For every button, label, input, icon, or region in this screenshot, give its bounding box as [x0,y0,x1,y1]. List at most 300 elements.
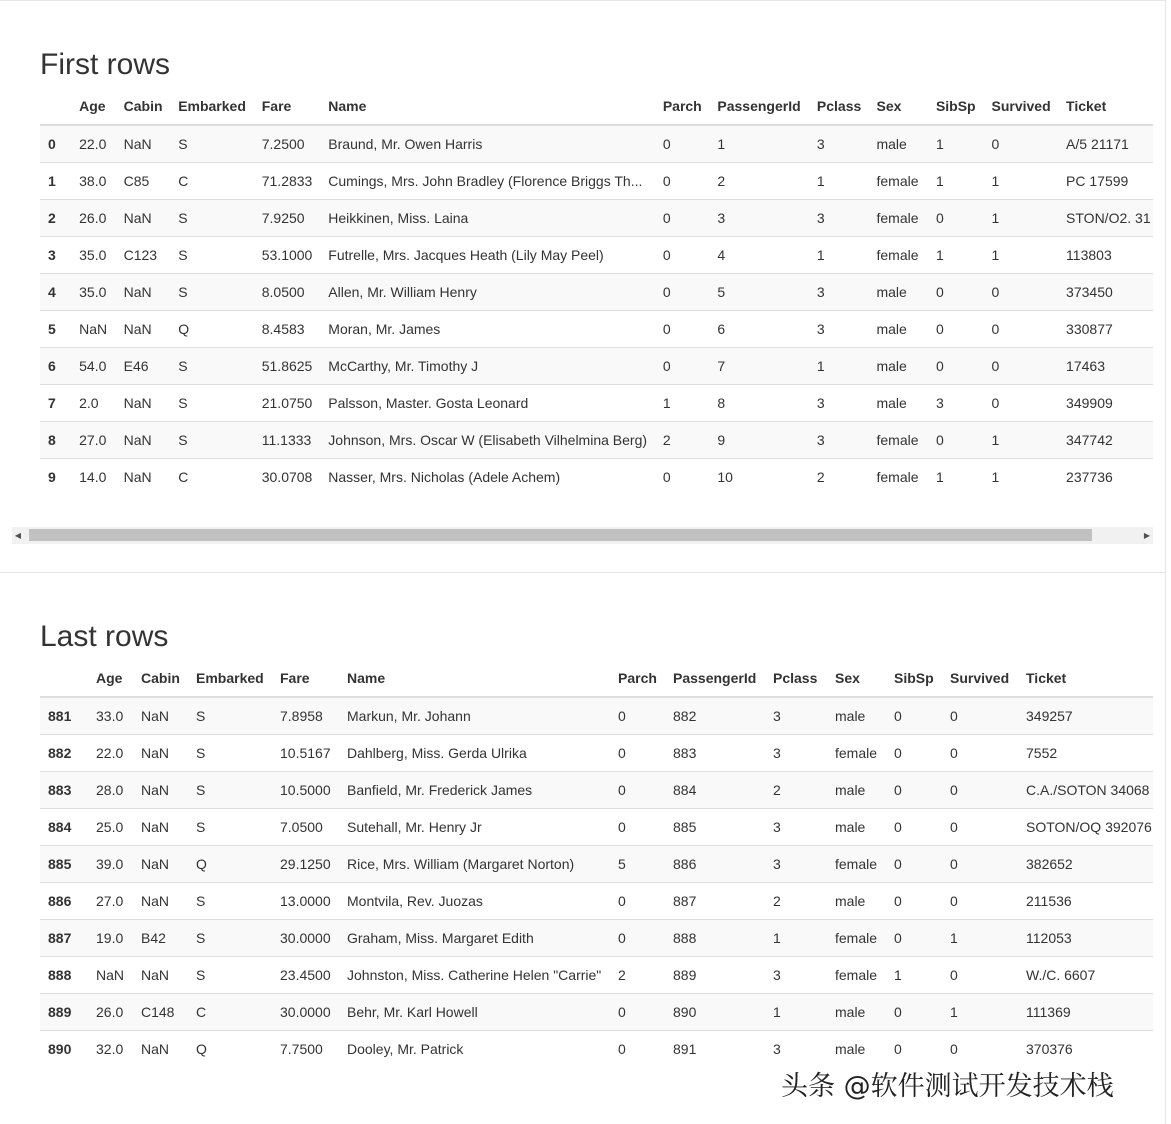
table-cell: 8.0500 [254,274,321,311]
table-cell: 887 [665,883,765,920]
table-cell: 1 [928,163,984,200]
table-cell: female [868,459,927,496]
table-cell: NaN [133,735,188,772]
table-cell: 0 [942,883,1018,920]
table-cell: 0 [655,163,710,200]
table-cell: NaN [133,772,188,809]
row-index: 0 [40,125,71,163]
table-cell: 28.0 [88,772,133,809]
table-cell: 2 [709,163,809,200]
column-header: Pclass [809,88,869,125]
table-cell: 7.8958 [272,697,339,735]
row-index: 888 [40,957,88,994]
table-cell: 7.0500 [272,809,339,846]
table-cell: 889 [665,957,765,994]
column-header: Cabin [116,88,171,125]
table-cell: 30.0000 [272,920,339,957]
table-cell: 0 [983,311,1058,348]
table-cell: 0 [886,883,942,920]
table-cell: 3 [928,385,984,422]
table-cell: S [188,883,272,920]
scrollbar-thumb[interactable] [29,529,1092,541]
table-cell: 1 [983,237,1058,274]
table-cell: 23.4500 [272,957,339,994]
table-cell: 0 [655,311,710,348]
table-cell: 3 [809,385,869,422]
table-cell: 0 [928,348,984,385]
table-cell: male [868,125,927,163]
top-border [0,0,1166,1]
table-cell: E46 [116,348,171,385]
table-cell: C123 [116,237,171,274]
table-cell: 1 [655,385,710,422]
table-cell: male [868,385,927,422]
table-cell: 0 [942,735,1018,772]
table-row [40,200,1153,237]
column-header: Cabin [133,660,188,697]
column-header: Sex [868,88,927,125]
table-cell: 14.0 [71,459,116,496]
table-cell: 113803 [1058,237,1153,274]
table-row [40,459,1153,496]
table-cell: Moran, Mr. James [320,311,655,348]
table-cell: 0 [655,459,710,496]
table-cell: 17463 [1058,348,1153,385]
column-header: Fare [254,88,321,125]
table-cell: 29.1250 [272,846,339,883]
table-cell: 25.0 [88,809,133,846]
table-cell: male [827,772,886,809]
row-index: 887 [40,920,88,957]
table-cell: 0 [610,1031,665,1068]
table-cell: 0 [610,772,665,809]
table-cell: 7 [709,348,809,385]
table-cell: NaN [116,422,171,459]
table-cell: Nasser, Mrs. Nicholas (Adele Achem) [320,459,655,496]
table-cell: 0 [983,385,1058,422]
table-cell: Markun, Mr. Johann [339,697,610,735]
table-cell: S [170,348,254,385]
table-cell: 1 [928,459,984,496]
table-cell: Johnson, Mrs. Oscar W (Elisabeth Vilhelmina Berg) [320,422,655,459]
column-header: Pclass [765,660,827,697]
table-cell: Dooley, Mr. Patrick [339,1031,610,1068]
table-cell: 888 [665,920,765,957]
table-cell: Johnston, Miss. Catherine Helen "Carrie" [339,957,610,994]
column-header: Sex [827,660,886,697]
table-cell: 1 [765,920,827,957]
table-cell: 0 [928,311,984,348]
index-header [40,88,71,125]
table-cell: 112053 [1018,920,1153,957]
table-cell: 0 [928,274,984,311]
table-row [40,311,1153,348]
table-cell: 0 [886,994,942,1031]
table-cell: C [170,163,254,200]
table-cell: 2 [610,957,665,994]
column-header: PassengerId [709,88,809,125]
table-cell: 330877 [1058,311,1153,348]
table-cell: S [170,237,254,274]
table-cell: female [868,163,927,200]
first-rows-heading: First rows [40,48,170,81]
table-cell: 0 [886,772,942,809]
table-row [40,125,1153,163]
table-cell: 9 [709,422,809,459]
table-cell: 2 [655,422,710,459]
table-cell: 1 [809,237,869,274]
table-cell: 21.0750 [254,385,321,422]
table-row [40,348,1153,385]
table-cell: 884 [665,772,765,809]
table-cell: 1 [942,994,1018,1031]
scroll-left-arrow-icon[interactable]: ◀ [14,531,22,540]
table-row [40,237,1153,274]
row-index: 883 [40,772,88,809]
table-cell: 0 [610,697,665,735]
table-cell: 237736 [1058,459,1153,496]
table-cell: 38.0 [71,163,116,200]
table-cell: Braund, Mr. Owen Harris [320,125,655,163]
table-cell: 1 [928,237,984,274]
row-index: 8 [40,422,71,459]
table-cell: 26.0 [71,200,116,237]
table-cell: C148 [133,994,188,1031]
table-cell: female [827,846,886,883]
table-cell: Dahlberg, Miss. Gerda Ulrika [339,735,610,772]
table-cell: 10.5000 [272,772,339,809]
table-cell: S [170,385,254,422]
table-cell: 2 [809,459,869,496]
table-cell: 26.0 [88,994,133,1031]
table-row [40,994,1153,1031]
table-cell: female [868,200,927,237]
first-rows-section [40,42,1153,495]
table-cell: C [188,994,272,1031]
column-header: Parch [655,88,710,125]
table-cell: 0 [610,994,665,1031]
table-cell: STON/O2. 31 [1058,200,1153,237]
table-cell: 0 [983,125,1058,163]
last-rows-table [40,660,1153,1067]
table-cell: 0 [655,348,710,385]
table-cell: 0 [655,200,710,237]
row-index: 7 [40,385,71,422]
table-row [40,163,1153,200]
table-cell: 891 [665,1031,765,1068]
table-cell: Cumings, Mrs. John Bradley (Florence Briggs Th... [320,163,655,200]
table-cell: 35.0 [71,237,116,274]
table-cell: Graham, Miss. Margaret Edith [339,920,610,957]
table-row [40,772,1153,809]
column-header: Age [88,660,133,697]
column-header: Parch [610,660,665,697]
table-cell: 370376 [1018,1031,1153,1068]
table-cell: S [188,809,272,846]
table-cell: Rice, Mrs. William (Margaret Norton) [339,846,610,883]
table-cell: S [188,920,272,957]
table-row [40,957,1153,994]
table-row [40,274,1153,311]
table-cell: 27.0 [71,422,116,459]
row-index: 6 [40,348,71,385]
table-cell: 1 [765,994,827,1031]
table-cell: S [170,125,254,163]
table-cell: 0 [942,772,1018,809]
table-cell: 1 [928,125,984,163]
table-cell: NaN [116,125,171,163]
table-cell: 3 [765,697,827,735]
table-cell: Sutehall, Mr. Henry Jr [339,809,610,846]
table-cell: 0 [983,274,1058,311]
table-cell: C.A./SOTON 34068 [1018,772,1153,809]
table-cell: NaN [116,311,171,348]
column-header: Survived [983,88,1058,125]
table-cell: 2 [765,772,827,809]
table-cell: 111369 [1018,994,1153,1031]
row-index: 1 [40,163,71,200]
table-cell: male [868,274,927,311]
column-header: SibSp [928,88,984,125]
table-cell: female [868,422,927,459]
table-cell: 3 [809,125,869,163]
table-cell: 3 [765,735,827,772]
row-index: 5 [40,311,71,348]
table-cell: 3 [809,422,869,459]
table-cell: 3 [765,957,827,994]
table-cell: 0 [942,697,1018,735]
table-cell: 35.0 [71,274,116,311]
table-cell: NaN [88,957,133,994]
section-divider [0,572,1166,573]
table-cell: NaN [133,809,188,846]
table-cell: 0 [928,422,984,459]
table-cell: 349909 [1058,385,1153,422]
table-cell: 7.7500 [272,1031,339,1068]
table-row [40,735,1153,772]
table-cell: 8 [709,385,809,422]
last-rows-heading: Last rows [40,620,169,653]
horizontal-scrollbar[interactable] [12,527,1153,544]
row-index: 884 [40,809,88,846]
table-cell: male [827,809,886,846]
table-cell: 54.0 [71,348,116,385]
table-cell: 882 [665,697,765,735]
table-cell: 2 [765,883,827,920]
column-header: Fare [272,660,339,697]
row-index: 889 [40,994,88,1031]
column-header: Age [71,88,116,125]
row-index: 4 [40,274,71,311]
table-cell: 0 [942,846,1018,883]
table-cell: 0 [886,735,942,772]
table-cell: female [827,735,886,772]
table-cell: male [827,697,886,735]
table-cell: 0 [886,920,942,957]
table-cell: 349257 [1018,697,1153,735]
table-cell: 3 [809,274,869,311]
table-cell: 3 [765,809,827,846]
table-cell: 71.2833 [254,163,321,200]
table-cell: NaN [133,957,188,994]
table-cell: 1 [983,459,1058,496]
table-cell: male [827,1031,886,1068]
table-cell: Q [170,311,254,348]
table-cell: female [868,237,927,274]
table-cell: 7552 [1018,735,1153,772]
table-cell: S [188,772,272,809]
table-cell: Allen, Mr. William Henry [320,274,655,311]
table-cell: 3 [765,1031,827,1068]
table-cell: Q [188,846,272,883]
table-cell: 1 [983,200,1058,237]
last-rows-section [40,614,1153,1067]
table-cell: 0 [886,846,942,883]
table-cell: 3 [809,311,869,348]
table-cell: female [827,957,886,994]
table-cell: Futrelle, Mrs. Jacques Heath (Lily May Peel) [320,237,655,274]
table-cell: NaN [133,1031,188,1068]
table-cell: NaN [116,385,171,422]
table-cell: 0 [610,883,665,920]
table-cell: A/5 21171 [1058,125,1153,163]
table-cell: Behr, Mr. Karl Howell [339,994,610,1031]
table-cell: 13.0000 [272,883,339,920]
table-cell: 6 [709,311,809,348]
table-cell: 8.4583 [254,311,321,348]
column-header: Ticket [1018,660,1153,697]
table-cell: 1 [942,920,1018,957]
table-cell: 27.0 [88,883,133,920]
table-row [40,697,1153,735]
table-cell: 30.0000 [272,994,339,1031]
table-cell: NaN [116,200,171,237]
table-cell: 1 [983,163,1058,200]
table-cell: S [170,200,254,237]
row-index: 9 [40,459,71,496]
table-cell: 1 [983,422,1058,459]
table-cell: 22.0 [71,125,116,163]
table-cell: Q [188,1031,272,1068]
table-cell: 0 [942,1031,1018,1068]
table-cell: Banfield, Mr. Frederick James [339,772,610,809]
table-cell: 0 [942,809,1018,846]
table-cell: 3 [709,200,809,237]
table-cell: 883 [665,735,765,772]
table-cell: C [170,459,254,496]
column-header: Embarked [170,88,254,125]
table-cell: NaN [133,697,188,735]
table-cell: Palsson, Master. Gosta Leonard [320,385,655,422]
scroll-right-arrow-icon[interactable]: ▶ [1143,531,1151,540]
table-cell: 0 [942,957,1018,994]
row-index: 885 [40,846,88,883]
table-cell: 1 [709,125,809,163]
table-cell: S [188,697,272,735]
table-cell: NaN [71,311,116,348]
table-row [40,846,1153,883]
table-cell: 211536 [1018,883,1153,920]
table-cell: 890 [665,994,765,1031]
table-row [40,422,1153,459]
table-cell: 885 [665,809,765,846]
table-cell: 7.2500 [254,125,321,163]
table-cell: SOTON/OQ 392076 [1018,809,1153,846]
table-cell: female [827,920,886,957]
table-row [40,883,1153,920]
table-cell: S [188,735,272,772]
table-cell: W./C. 6607 [1018,957,1153,994]
row-index: 3 [40,237,71,274]
table-cell: 0 [655,237,710,274]
table-cell: 5 [610,846,665,883]
table-cell: NaN [116,274,171,311]
table-cell: S [170,422,254,459]
table-cell: Montvila, Rev. Juozas [339,883,610,920]
table-cell: 39.0 [88,846,133,883]
table-cell: 0 [655,274,710,311]
table-cell: 0 [886,697,942,735]
table-cell: 32.0 [88,1031,133,1068]
first-rows-table [40,88,1153,495]
table-cell: 0 [610,735,665,772]
table-cell: male [827,994,886,1031]
right-border [1165,0,1166,1124]
column-header: Embarked [188,660,272,697]
column-header: Name [339,660,610,697]
table-cell: 0 [886,809,942,846]
row-index: 890 [40,1031,88,1068]
row-index: 2 [40,200,71,237]
table-cell: 0 [983,348,1058,385]
table-cell: NaN [116,459,171,496]
table-cell: 382652 [1018,846,1153,883]
row-index: 881 [40,697,88,735]
table-cell: 886 [665,846,765,883]
table-cell: NaN [133,883,188,920]
column-header: Name [320,88,655,125]
table-cell: male [827,883,886,920]
table-cell: 11.1333 [254,422,321,459]
table-cell: 10.5167 [272,735,339,772]
table-row [40,809,1153,846]
table-cell: C85 [116,163,171,200]
table-cell: 0 [928,200,984,237]
table-cell: 1 [809,348,869,385]
table-cell: S [188,957,272,994]
table-cell: 2.0 [71,385,116,422]
table-cell: 51.8625 [254,348,321,385]
table-cell: 19.0 [88,920,133,957]
table-cell: male [868,311,927,348]
table-cell: male [868,348,927,385]
table-cell: 3 [765,846,827,883]
table-cell: 0 [655,125,710,163]
row-index: 882 [40,735,88,772]
table-row [40,920,1153,957]
table-cell: 30.0708 [254,459,321,496]
table-cell: 1 [886,957,942,994]
table-cell: 0 [610,920,665,957]
table-cell: 22.0 [88,735,133,772]
table-cell: 5 [709,274,809,311]
table-cell: 3 [809,200,869,237]
index-header [40,660,88,697]
column-header: Survived [942,660,1018,697]
table-cell: 7.9250 [254,200,321,237]
table-cell: 53.1000 [254,237,321,274]
table-cell: 0 [610,809,665,846]
